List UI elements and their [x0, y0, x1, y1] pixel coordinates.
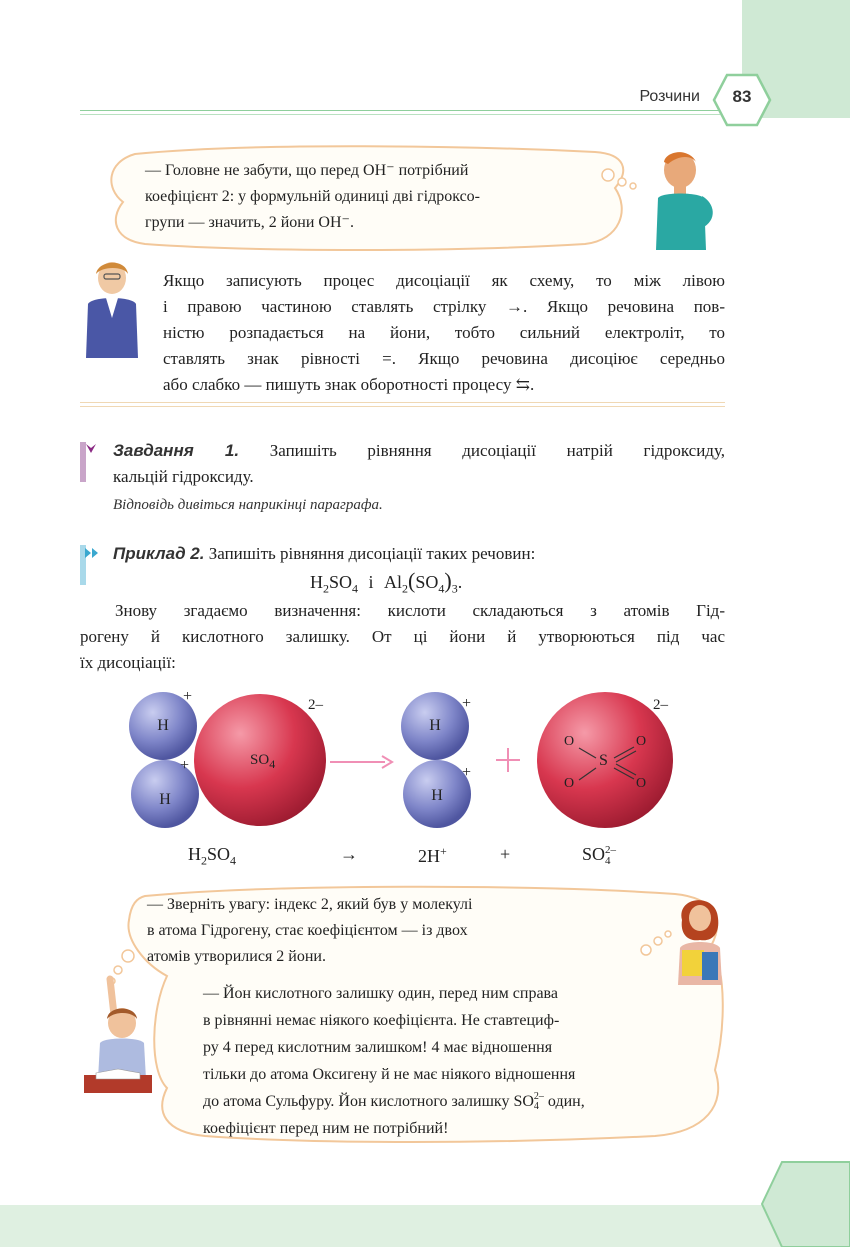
task1-answer-note: Відповідь дивіться наприкінці параграфа. — [113, 497, 383, 513]
task1-text-line-2: кальцій гідроксиду. — [113, 467, 254, 486]
oxygen-label-1: O — [564, 734, 575, 749]
teacher-note-line-3: ністю розпадається на йони, тобто сильний електроліт, то — [163, 323, 725, 342]
bubble-bottom-line-3: атомів утворилися 2 йони. — [147, 948, 326, 965]
bubble-bottom-main-text — [203, 980, 703, 1142]
teacher-note — [163, 268, 725, 398]
header-rule-secondary — [80, 114, 720, 115]
so4-label: $SO_4$ — [250, 752, 276, 771]
h-charge-1: + — [183, 688, 193, 705]
boy-character-illustration — [640, 148, 720, 250]
body-line-2: рогену й кислотного залишку. От ці йони й утворюються під час — [80, 627, 725, 646]
h-ion-label-2: H — [431, 787, 443, 804]
teacher-note-line-5: або слабко — пишуть знак оборотності процесу ⇆. — [163, 375, 535, 394]
bubble-bottom-line-1: — Зверніть увагу: індекс 2, який був у молекулі — [147, 896, 473, 913]
oxygen-label-4: O — [636, 776, 647, 791]
teacher-note-line-1: Якщо записують процес дисоціації як схему, то між лівою — [163, 271, 725, 290]
eq-2h: 2H+ — [418, 844, 447, 866]
body-line-3: їх дисоціації: — [80, 653, 176, 672]
so4-charge: 2– — [308, 697, 323, 713]
h-charge-2: + — [180, 757, 190, 774]
task1 — [113, 438, 725, 490]
teacher-note-line-4: ставлять знак рівності =. Якщо речовина дисоціює середньо — [163, 349, 725, 368]
header-rule — [80, 110, 720, 111]
h-ion-charge-1: + — [462, 695, 472, 712]
bubble-bottom-main-line-2: в рівнянні немає ніякого коефіцієнта. Не ставтециф- — [203, 1012, 560, 1029]
bubble-top-line-1: — Головне не забути, що перед OH⁻ потрібний — [145, 162, 469, 179]
bubble-bottom-main-line-5: до атома Сульфуру. Йон кислотного залишку SO 2– 4 один, — [203, 1091, 585, 1113]
example2 — [113, 541, 725, 567]
section-title: Розчини — [639, 88, 700, 105]
h-label-1: H — [157, 717, 169, 734]
divider-2 — [80, 406, 725, 407]
example2-formulas: $H_2SO_4$ і $Al_2(SO_4)_3$. — [310, 568, 463, 596]
sulfate-ion-charge: 2– — [653, 697, 668, 713]
footer-band — [0, 1205, 850, 1247]
footer-corner-hexagon — [760, 1160, 850, 1247]
eq-arrow: → — [340, 844, 358, 864]
bubble-bottom-main-line-3: ру 4 перед кислотним залишком! 4 має відношення — [203, 1039, 553, 1056]
bubble-bottom-top-text — [147, 892, 587, 970]
sulfur-label: S — [599, 752, 608, 769]
fast-forward-icon — [84, 546, 102, 560]
h-ion-charge-2: + — [462, 764, 472, 781]
task1-text: Запишіть рівняння дисоціації натрій гідроксиду, — [239, 441, 725, 460]
task-checkmark-icon — [84, 441, 98, 455]
oxygen-label-2: O — [564, 776, 575, 791]
girl-character-illustration — [672, 890, 727, 985]
page-number: 83 — [732, 87, 752, 106]
eq-so4-ion: SO 2– 4 — [582, 843, 617, 867]
task1-label: Завдання 1. — [113, 441, 240, 460]
speech-bubble-top — [95, 140, 635, 255]
bubble-bottom-main-line-6: коефіцієнт перед ним не потрібний! — [203, 1120, 449, 1137]
dissociation-diagram — [120, 680, 720, 840]
teacher-character-illustration — [78, 258, 146, 358]
oxygen-label-3: O — [636, 734, 647, 749]
body-paragraph — [80, 598, 725, 676]
example2-label: Приклад 2. — [113, 544, 205, 563]
teacher-note-line-2: і правою частиною ставлять стрілку →. Якщо речовина пов- — [163, 297, 725, 316]
example2-text: Запишіть рівняння дисоціації таких речовин: — [204, 544, 536, 563]
eq-h2so4: $H_2SO_4$ — [188, 844, 237, 868]
bubble-top-line-2: коефіцієнт 2: у формульній одиниці дві гідроксо- — [145, 188, 481, 205]
formula-and: і — [368, 572, 374, 592]
body-line-1: Знову згадаємо визначення: кислоти складаються з атомів Гід- — [115, 601, 725, 620]
h-label-2: H — [159, 791, 171, 808]
eq-plus: + — [500, 844, 511, 864]
bubble-bottom-main-line-4: тільки до атома Оксигену й не має ніякого відношення — [203, 1066, 576, 1083]
bubble-top-line-3: групи — значить, 2 йони OH⁻. — [145, 214, 354, 231]
student-raising-hand-illustration — [82, 975, 154, 1097]
h-ion-label-1: H — [429, 717, 441, 734]
bubble-bottom-main-line-1: — Йон кислотного залишку один, перед ним справа — [203, 985, 558, 1002]
divider-1 — [80, 402, 725, 403]
bubble-bottom-line-2: в атома Гідрогену, стає коефіцієнтом — із двох — [147, 922, 468, 939]
